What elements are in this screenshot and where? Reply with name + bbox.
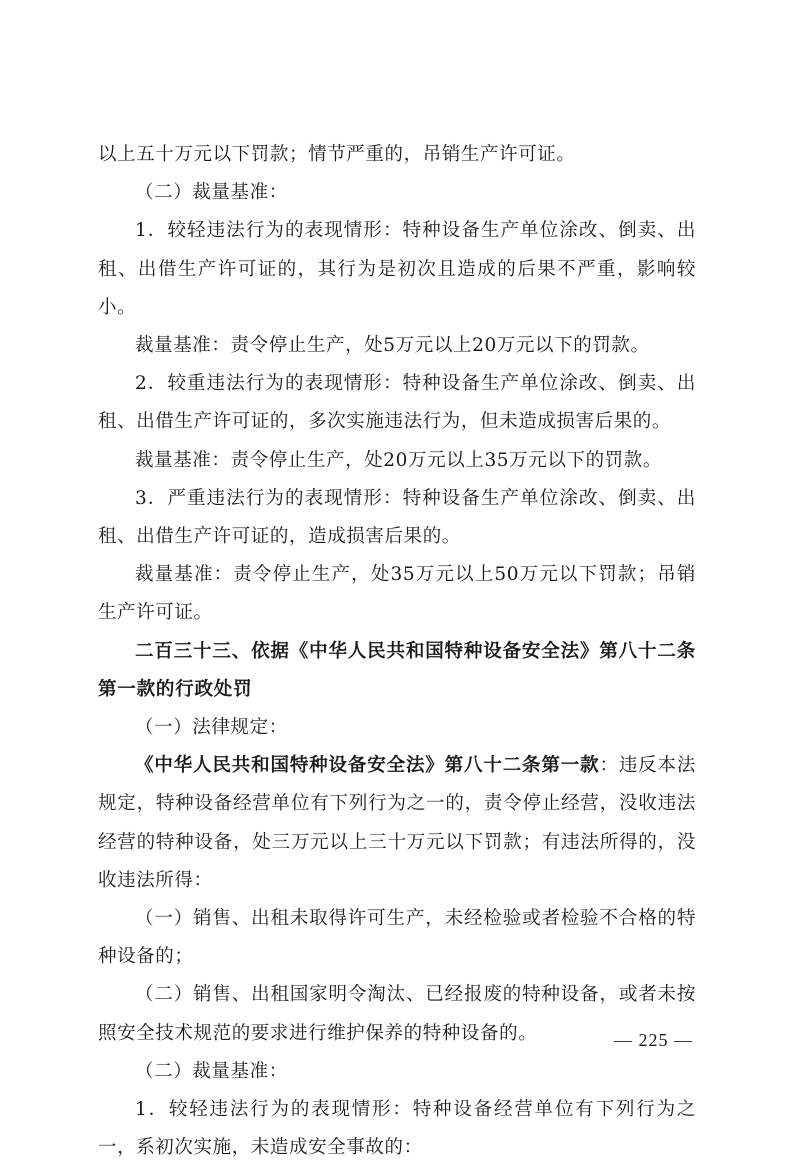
- section-heading: 二百三十三、依据《中华人民共和国特种设备安全法》第八十二条第一款的行政处罚: [98, 640, 696, 700]
- minor-violation-penalty: 裁量基准：责令停止生产，处5万元以上20万元以下的罚款。: [135, 335, 650, 357]
- severe-violation-case: 3．严重违法行为的表现情形：特种设备生产单位涂改、倒卖、出租、出借生产许可证的，造成损害后果的。: [98, 487, 696, 548]
- discretion-heading-2: （二）裁量基准：: [135, 1060, 288, 1082]
- law-reference: 《中华人民共和国特种设备安全法》第八十二条第一款: [135, 755, 600, 777]
- law-article-text: ：违反本法规定，特种设备经营单位有下列行为之一的，责令停止经营，没收违法经营的特种设备，处三万元以上三十万元以下罚款；有违法所得的，没收违法所得：: [98, 755, 696, 891]
- law-item-1: （一）销售、出租未取得许可生产，未经检验或者检验不合格的特种设备的；: [98, 908, 696, 968]
- discretion-heading-1: （二）裁量基准：: [135, 182, 288, 204]
- minor-violation-case: 1．较轻违法行为的表现情形：特种设备生产单位涂改、倒卖、出租、出借生产许可证的，其行为是初次且造成的后果不严重，影响较小。: [98, 220, 696, 318]
- document-page: [98, 136, 696, 1167]
- law-article-paragraph: [98, 747, 696, 900]
- paragraph-fine-end: 以上五十万元以下罚款；情节严重的，吊销生产许可证。: [98, 144, 576, 165]
- serious-violation-case: 2．较重违法行为的表现情形：特种设备生产单位涂改、倒卖、出租、出借生产许可证的，多次实施违法行为，但未造成损害后果的。: [98, 373, 696, 433]
- minor-violation-case-2: 1．较轻违法行为的表现情形：特种设备经营单位有下列行为之一，系初次实施，未造成安全事故的：: [98, 1099, 696, 1159]
- serious-violation-penalty: 裁量基准：责令停止生产，处20万元以上35万元以下的罚款。: [135, 449, 662, 471]
- page-number: — 225 —: [614, 1030, 693, 1050]
- severe-violation-penalty: 裁量基准：责令停止生产，处35万元以上50万元以下罚款；吊销生产许可证。: [98, 564, 696, 624]
- legal-provision-label: （一）法律规定：: [135, 717, 288, 739]
- law-item-2: （二）销售、出租国家明令淘汰、已经报废的特种设备，或者未按照安全技术规范的要求进行维护保养的特种设备的。: [98, 984, 696, 1044]
